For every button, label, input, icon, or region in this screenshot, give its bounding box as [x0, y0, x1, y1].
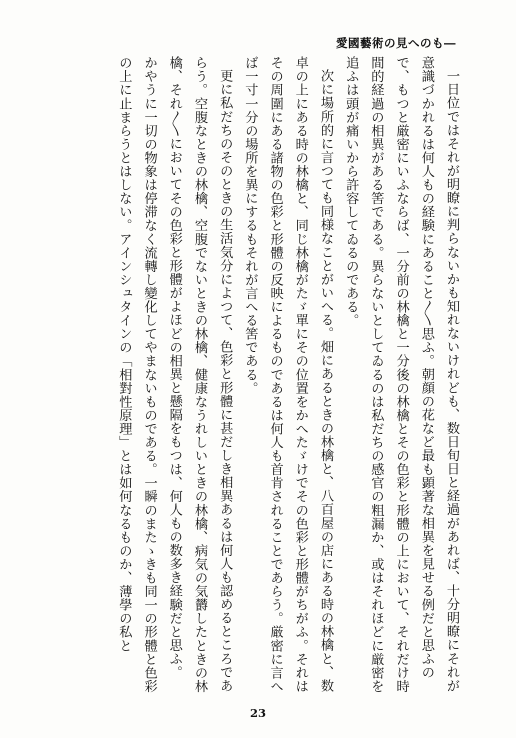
- page-number: 23: [249, 706, 266, 720]
- body-text: [111, 56, 464, 696]
- paragraph: 次に場所的に言つても同様なことがいへる。畑にあるときの林檎と、八百屋の店にある時の林檎と、数卓の上にある時の林檎と、同じ林檎がたゞ單にその位置をかへたゞけでその色彩と形體がちがふ。それはその周圍にある諸物の色彩と形體の反映によるものであるは何人も首肯されることであらう。厳密に言へば一寸一分の場所を異にするもそれが言へる筈である。: [242, 56, 333, 693]
- paragraph: 更に私だちのそのときの生活気分によつて、色彩と形體に甚だしき相異あるは何人も認めるところであらう。空腹なときの林檎、空腹でないときの林檎、健康なうれしいときの林檎、病気の気欝したときの林檎、それ〳〵においてその色彩と形體がよほどの相異と懸隔をもつは、何人もの数多き経験だと思ふ。: [166, 56, 233, 693]
- paragraph: かやうに一切の物象は停滞なく流轉し變化してやまないものである。一瞬のまたゝきも同一の形體と色彩の上に止まらうとはしない。アインシュタインの「相對性原理」とは如何なるものか、薄學の私と: [116, 56, 157, 693]
- running-head: ―ものへ見の術藝國愛: [336, 36, 456, 50]
- paragraph: 一日位ではそれが明瞭に判らないかも知れないけれども、数日旬日と経過があれば、十分明瞭にそれが意識づかれるは何人もの経験にあること〱思ふ。朝顔の花など最も顕著な相異を見せる例だと思ふので、もつと厳密にいふならば、一分前の林檎と一分後の林檎とその色彩と形體の上において、それだけ時間的経過の相異がある筈である。異らないとしてゐるのは私だちの感官の粗漏か、或はそれほどに厳密を追ふは頭が痛いから許容してゐるのである。: [343, 56, 459, 693]
